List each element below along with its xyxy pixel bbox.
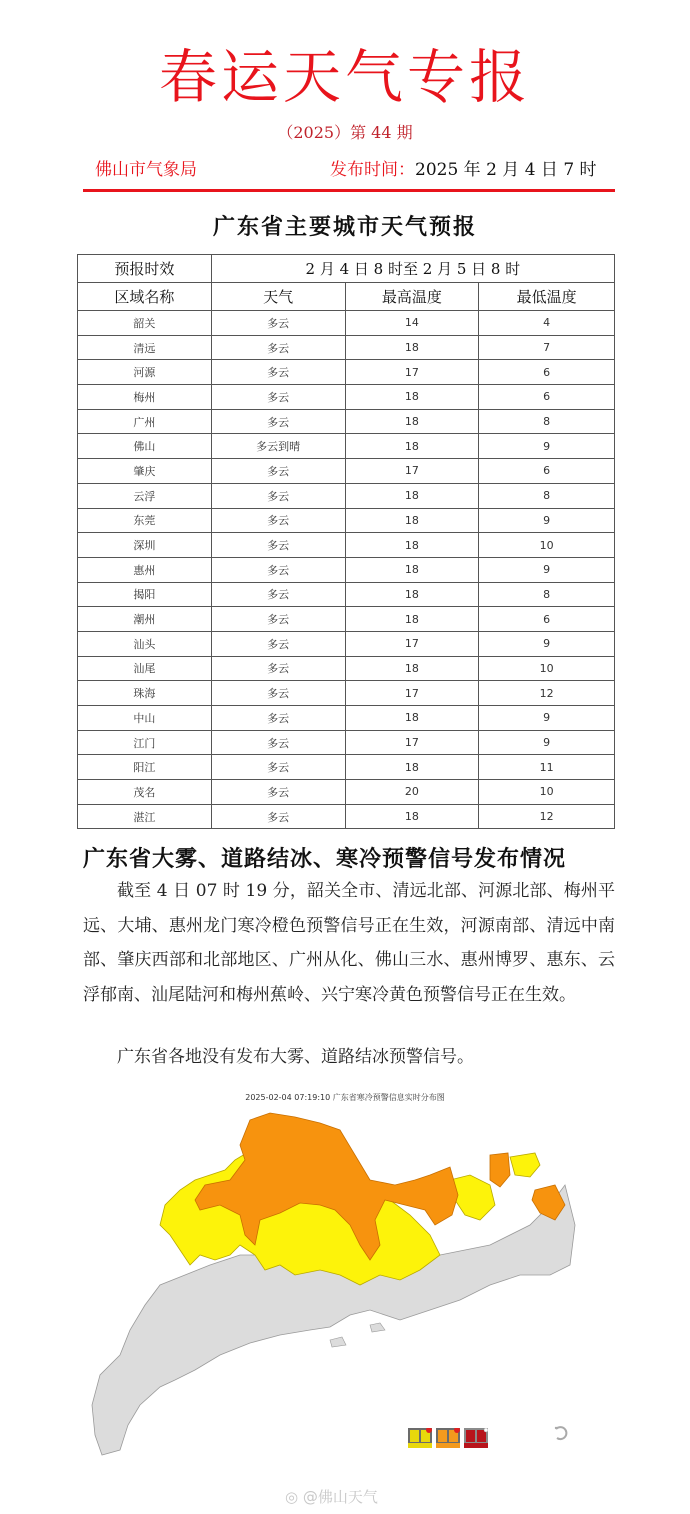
cell-city: 佛山 — [78, 434, 212, 459]
cell-city: 汕尾 — [78, 656, 212, 681]
agency-name: 佛山市气象局 — [95, 160, 197, 180]
cell-city: 潮州 — [78, 607, 212, 632]
table-row — [78, 311, 615, 336]
table-row — [78, 706, 615, 731]
cell-weather: 多云 — [211, 631, 345, 656]
publish-time — [330, 155, 597, 180]
cell-low: 10 — [479, 656, 615, 681]
cell-low: 9 — [479, 508, 615, 533]
col-header-high: 最高温度 — [345, 283, 479, 311]
cell-weather: 多云 — [211, 508, 345, 533]
cell-weather: 多云到晴 — [211, 434, 345, 459]
cell-high: 18 — [345, 582, 479, 607]
cold-warning-map — [80, 1105, 610, 1465]
cell-low: 6 — [479, 459, 615, 484]
cell-weather: 多云 — [211, 459, 345, 484]
table-row — [78, 409, 615, 434]
cell-low: 6 — [479, 360, 615, 385]
forecast-table — [77, 254, 615, 829]
cell-low: 10 — [479, 780, 615, 805]
table-row — [78, 483, 615, 508]
cell-weather: 多云 — [211, 557, 345, 582]
col-header-city: 区域名称 — [78, 283, 212, 311]
period-value: 2 月 4 日 8 时至 2 月 5 日 8 时 — [211, 255, 614, 283]
cell-low: 9 — [479, 706, 615, 731]
period-label: 预报时效 — [78, 255, 212, 283]
warning-title: 广东省大雾、道路结冰、寒冷预警信号发布情况 — [83, 846, 567, 872]
cell-city: 梅州 — [78, 385, 212, 410]
cell-low: 11 — [479, 755, 615, 780]
cell-city: 珠海 — [78, 681, 212, 706]
cell-weather: 多云 — [211, 533, 345, 558]
table-row — [78, 607, 615, 632]
header-row — [78, 283, 615, 311]
table-row — [78, 459, 615, 484]
cell-weather: 多云 — [211, 755, 345, 780]
cell-weather: 多云 — [211, 804, 345, 829]
issue-year: （2025） — [277, 123, 351, 142]
cell-low: 6 — [479, 607, 615, 632]
weibo-watermark — [285, 1486, 378, 1507]
cell-city: 茂名 — [78, 780, 212, 805]
table-row — [78, 804, 615, 829]
table-row — [78, 533, 615, 558]
cell-weather: 多云 — [211, 780, 345, 805]
cell-low: 8 — [479, 582, 615, 607]
cell-city: 汕头 — [78, 631, 212, 656]
cell-weather: 多云 — [211, 681, 345, 706]
cell-high: 17 — [345, 730, 479, 755]
table-row — [78, 631, 615, 656]
table-row — [78, 656, 615, 681]
cell-high: 18 — [345, 434, 479, 459]
cell-weather: 多云 — [211, 311, 345, 336]
cell-low: 7 — [479, 335, 615, 360]
cell-city: 肇庆 — [78, 459, 212, 484]
cell-low: 12 — [479, 804, 615, 829]
table-row — [78, 557, 615, 582]
cell-high: 18 — [345, 706, 479, 731]
table-row — [78, 360, 615, 385]
cold-orange-warning-icon[interactable] — [436, 1428, 460, 1448]
cell-weather: 多云 — [211, 483, 345, 508]
cell-low: 9 — [479, 434, 615, 459]
issue-no: 第 44 期 — [350, 123, 413, 142]
cell-high: 18 — [345, 385, 479, 410]
cell-city: 清远 — [78, 335, 212, 360]
cell-low: 8 — [479, 483, 615, 508]
cell-high: 18 — [345, 755, 479, 780]
table-row — [78, 335, 615, 360]
header-divider — [83, 189, 615, 192]
refresh-icon[interactable] — [552, 1424, 570, 1442]
cell-high: 18 — [345, 335, 479, 360]
cell-city: 深圳 — [78, 533, 212, 558]
cell-high: 14 — [345, 311, 479, 336]
cell-high: 18 — [345, 656, 479, 681]
cell-low: 6 — [479, 385, 615, 410]
cell-weather: 多云 — [211, 360, 345, 385]
cell-weather: 多云 — [211, 582, 345, 607]
cell-low: 12 — [479, 681, 615, 706]
cell-high: 18 — [345, 483, 479, 508]
cell-high: 18 — [345, 508, 479, 533]
table-row — [78, 681, 615, 706]
cell-weather: 多云 — [211, 409, 345, 434]
report-title: 春运天气专报 — [158, 43, 531, 111]
cell-city: 河源 — [78, 360, 212, 385]
table-row — [78, 755, 615, 780]
table-row — [78, 780, 615, 805]
cell-weather: 多云 — [211, 607, 345, 632]
cell-weather: 多云 — [211, 706, 345, 731]
cell-city: 江门 — [78, 730, 212, 755]
publish-label: 发布时间： — [330, 160, 415, 180]
publish-value: 2025 年 2 月 4 日 7 时 — [415, 160, 597, 180]
map-region-orange-ne — [490, 1153, 510, 1187]
cell-low: 8 — [479, 409, 615, 434]
map-caption: 2025-02-04 07:19:10 广东省寒冷预警信息实时分布图 — [245, 1093, 445, 1102]
cell-weather: 多云 — [211, 335, 345, 360]
cell-weather: 多云 — [211, 656, 345, 681]
cell-low: 10 — [479, 533, 615, 558]
cell-high: 17 — [345, 631, 479, 656]
cell-high: 18 — [345, 409, 479, 434]
cell-city: 阳江 — [78, 755, 212, 780]
weibo-handle: @佛山天气 — [302, 1488, 378, 1506]
cell-low: 9 — [479, 631, 615, 656]
map-island — [330, 1337, 346, 1347]
cell-high: 18 — [345, 557, 479, 582]
cell-high: 18 — [345, 804, 479, 829]
table-row — [78, 730, 615, 755]
map-region-yellow-ne — [510, 1153, 540, 1177]
table-row — [78, 508, 615, 533]
cell-city: 云浮 — [78, 483, 212, 508]
cell-high: 17 — [345, 459, 479, 484]
col-header-weather: 天气 — [211, 283, 345, 311]
cell-city: 湛江 — [78, 804, 212, 829]
cell-low: 9 — [479, 730, 615, 755]
cell-city: 广州 — [78, 409, 212, 434]
cell-high: 18 — [345, 607, 479, 632]
cell-city: 韶关 — [78, 311, 212, 336]
cell-high: 17 — [345, 360, 479, 385]
table-row — [78, 582, 615, 607]
cell-city: 揭阳 — [78, 582, 212, 607]
warning-paragraph-2: 广东省各地没有发布大雾、道路结冰预警信号。 — [117, 1047, 474, 1067]
issue-number — [0, 120, 690, 143]
table-row — [78, 385, 615, 410]
cell-weather: 多云 — [211, 730, 345, 755]
cell-high: 17 — [345, 681, 479, 706]
cold-red-warning-icon[interactable] — [464, 1428, 488, 1448]
period-row — [78, 255, 615, 283]
cold-yellow-warning-icon[interactable] — [408, 1428, 432, 1448]
cell-high: 18 — [345, 533, 479, 558]
cell-low: 9 — [479, 557, 615, 582]
cell-high: 20 — [345, 780, 479, 805]
cell-city: 东莞 — [78, 508, 212, 533]
weibo-icon: ◎ — [285, 1488, 299, 1506]
warning-paragraph-1: 截至 4 日 07 时 19 分，韶关全市、清远北部、河源北部、梅州平远、大埔、惠州龙门寒冷橙色预警信号正在生效，河源南部、清远中南部、肇庆西部和北部地区、广州从化、佛山三水、惠州博罗、惠东、云浮郁南、汕尾陆河和梅州蕉岭、兴宁寒冷黄色预警信号正在生效。 — [83, 881, 615, 1005]
cell-low: 4 — [479, 311, 615, 336]
col-header-low: 最低温度 — [479, 283, 615, 311]
forecast-title: 广东省主要城市天气预报 — [212, 214, 477, 240]
table-row — [78, 434, 615, 459]
cell-weather: 多云 — [211, 385, 345, 410]
cell-city: 惠州 — [78, 557, 212, 582]
map-island — [370, 1323, 385, 1332]
cell-city: 中山 — [78, 706, 212, 731]
